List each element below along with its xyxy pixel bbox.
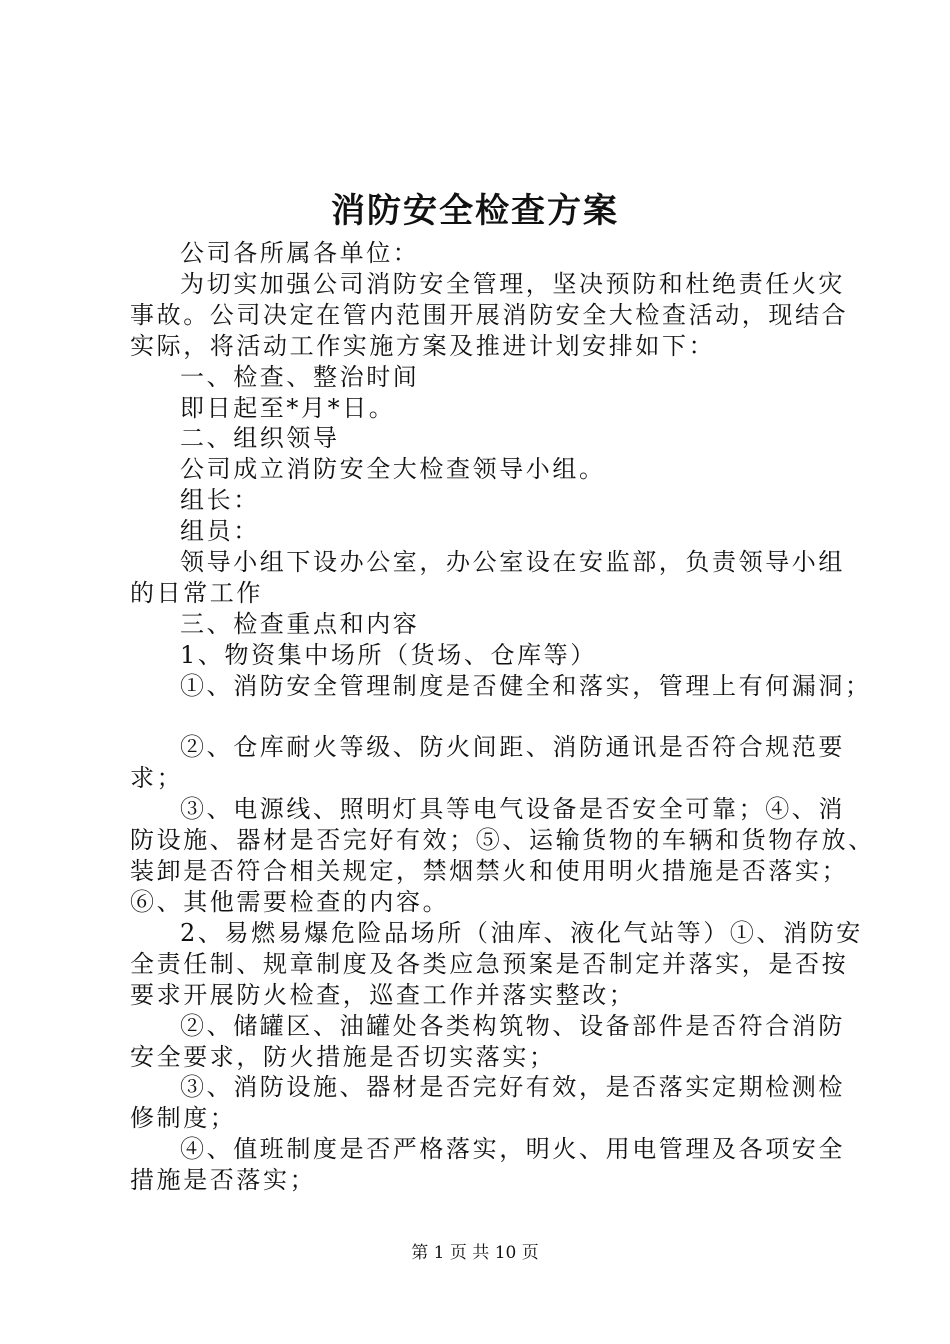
subsection-heading: 2、易燃易爆危险品场所（油库、液化气站等）①、消防安: [180, 918, 863, 947]
list-item: ③、电源线、照明灯具等电气设备是否安全可靠；④、消: [180, 795, 845, 824]
paragraph-line: 安全要求，防火措施是否切实落实；: [130, 1042, 556, 1071]
section-heading: 一、检查、整治时间: [180, 362, 420, 391]
paragraph-line: 公司各所属各单位：: [180, 239, 420, 267]
subsection-heading: 1、物资集中场所（货场、仓库等）: [180, 640, 597, 669]
list-item: ②、仓库耐火等级、防火间距、消防通讯是否符合规范要: [180, 733, 845, 762]
paragraph-line: 全责任制、规章制度及各类应急预案是否制定并落实，是否按: [130, 949, 849, 978]
section-heading: 二、组织领导: [180, 424, 340, 453]
paragraph-line: 为切实加强公司消防安全管理，坚决预防和杜绝责任火灾: [180, 269, 845, 298]
document-title: 消防安全检查方案: [331, 191, 619, 231]
paragraph-line: 即日起至*月*日。: [180, 393, 396, 422]
list-item: ④、值班制度是否严格落实，明火、用电管理及各项安全: [180, 1135, 845, 1164]
paragraph-line: 公司成立消防安全大检查领导小组。: [180, 455, 606, 484]
paragraph-line: 组长：: [180, 486, 260, 515]
list-item: ③、消防设施、器材是否完好有效，是否落实定期检测检: [180, 1073, 845, 1102]
blank-line: [130, 702, 850, 733]
paragraph-line: 的日常工作: [130, 578, 263, 607]
paragraph-line: 领导小组下设办公室，办公室设在安监部，负责领导小组: [180, 548, 845, 577]
paragraph-line: 实际，将活动工作实施方案及推进计划安排如下：: [130, 331, 716, 360]
paragraph-line: 事故。公司决定在管内范围开展消防安全大检查活动，现结合: [130, 300, 849, 329]
paragraph-line: 要求开展防火检查，巡查工作并落实整改；: [130, 980, 636, 1009]
paragraph-line: 求；: [130, 764, 184, 793]
paragraph-line: 修制度；: [130, 1104, 237, 1133]
document-body: [130, 238, 875, 1196]
list-item: ①、消防安全管理制度是否健全和落实，管理上有何漏洞；: [180, 671, 872, 700]
section-heading: 三、检查重点和内容: [180, 609, 420, 638]
paragraph-line: 措施是否落实；: [130, 1166, 317, 1195]
paragraph-line: 防设施、器材是否完好有效；⑤、运输货物的车辆和货物存放、: [130, 826, 875, 855]
list-item: ②、储罐区、油罐处各类构筑物、设备部件是否符合消防: [180, 1011, 845, 1040]
paragraph-line: 组员：: [180, 517, 260, 546]
paragraph-line: 装卸是否符合相关规定，禁烟禁火和使用明火措施是否落实；: [130, 857, 849, 886]
page-number-footer: 第 1 页 共 10 页: [411, 1243, 539, 1263]
paragraph-line: ⑥、其他需要检查的内容。: [130, 888, 450, 917]
